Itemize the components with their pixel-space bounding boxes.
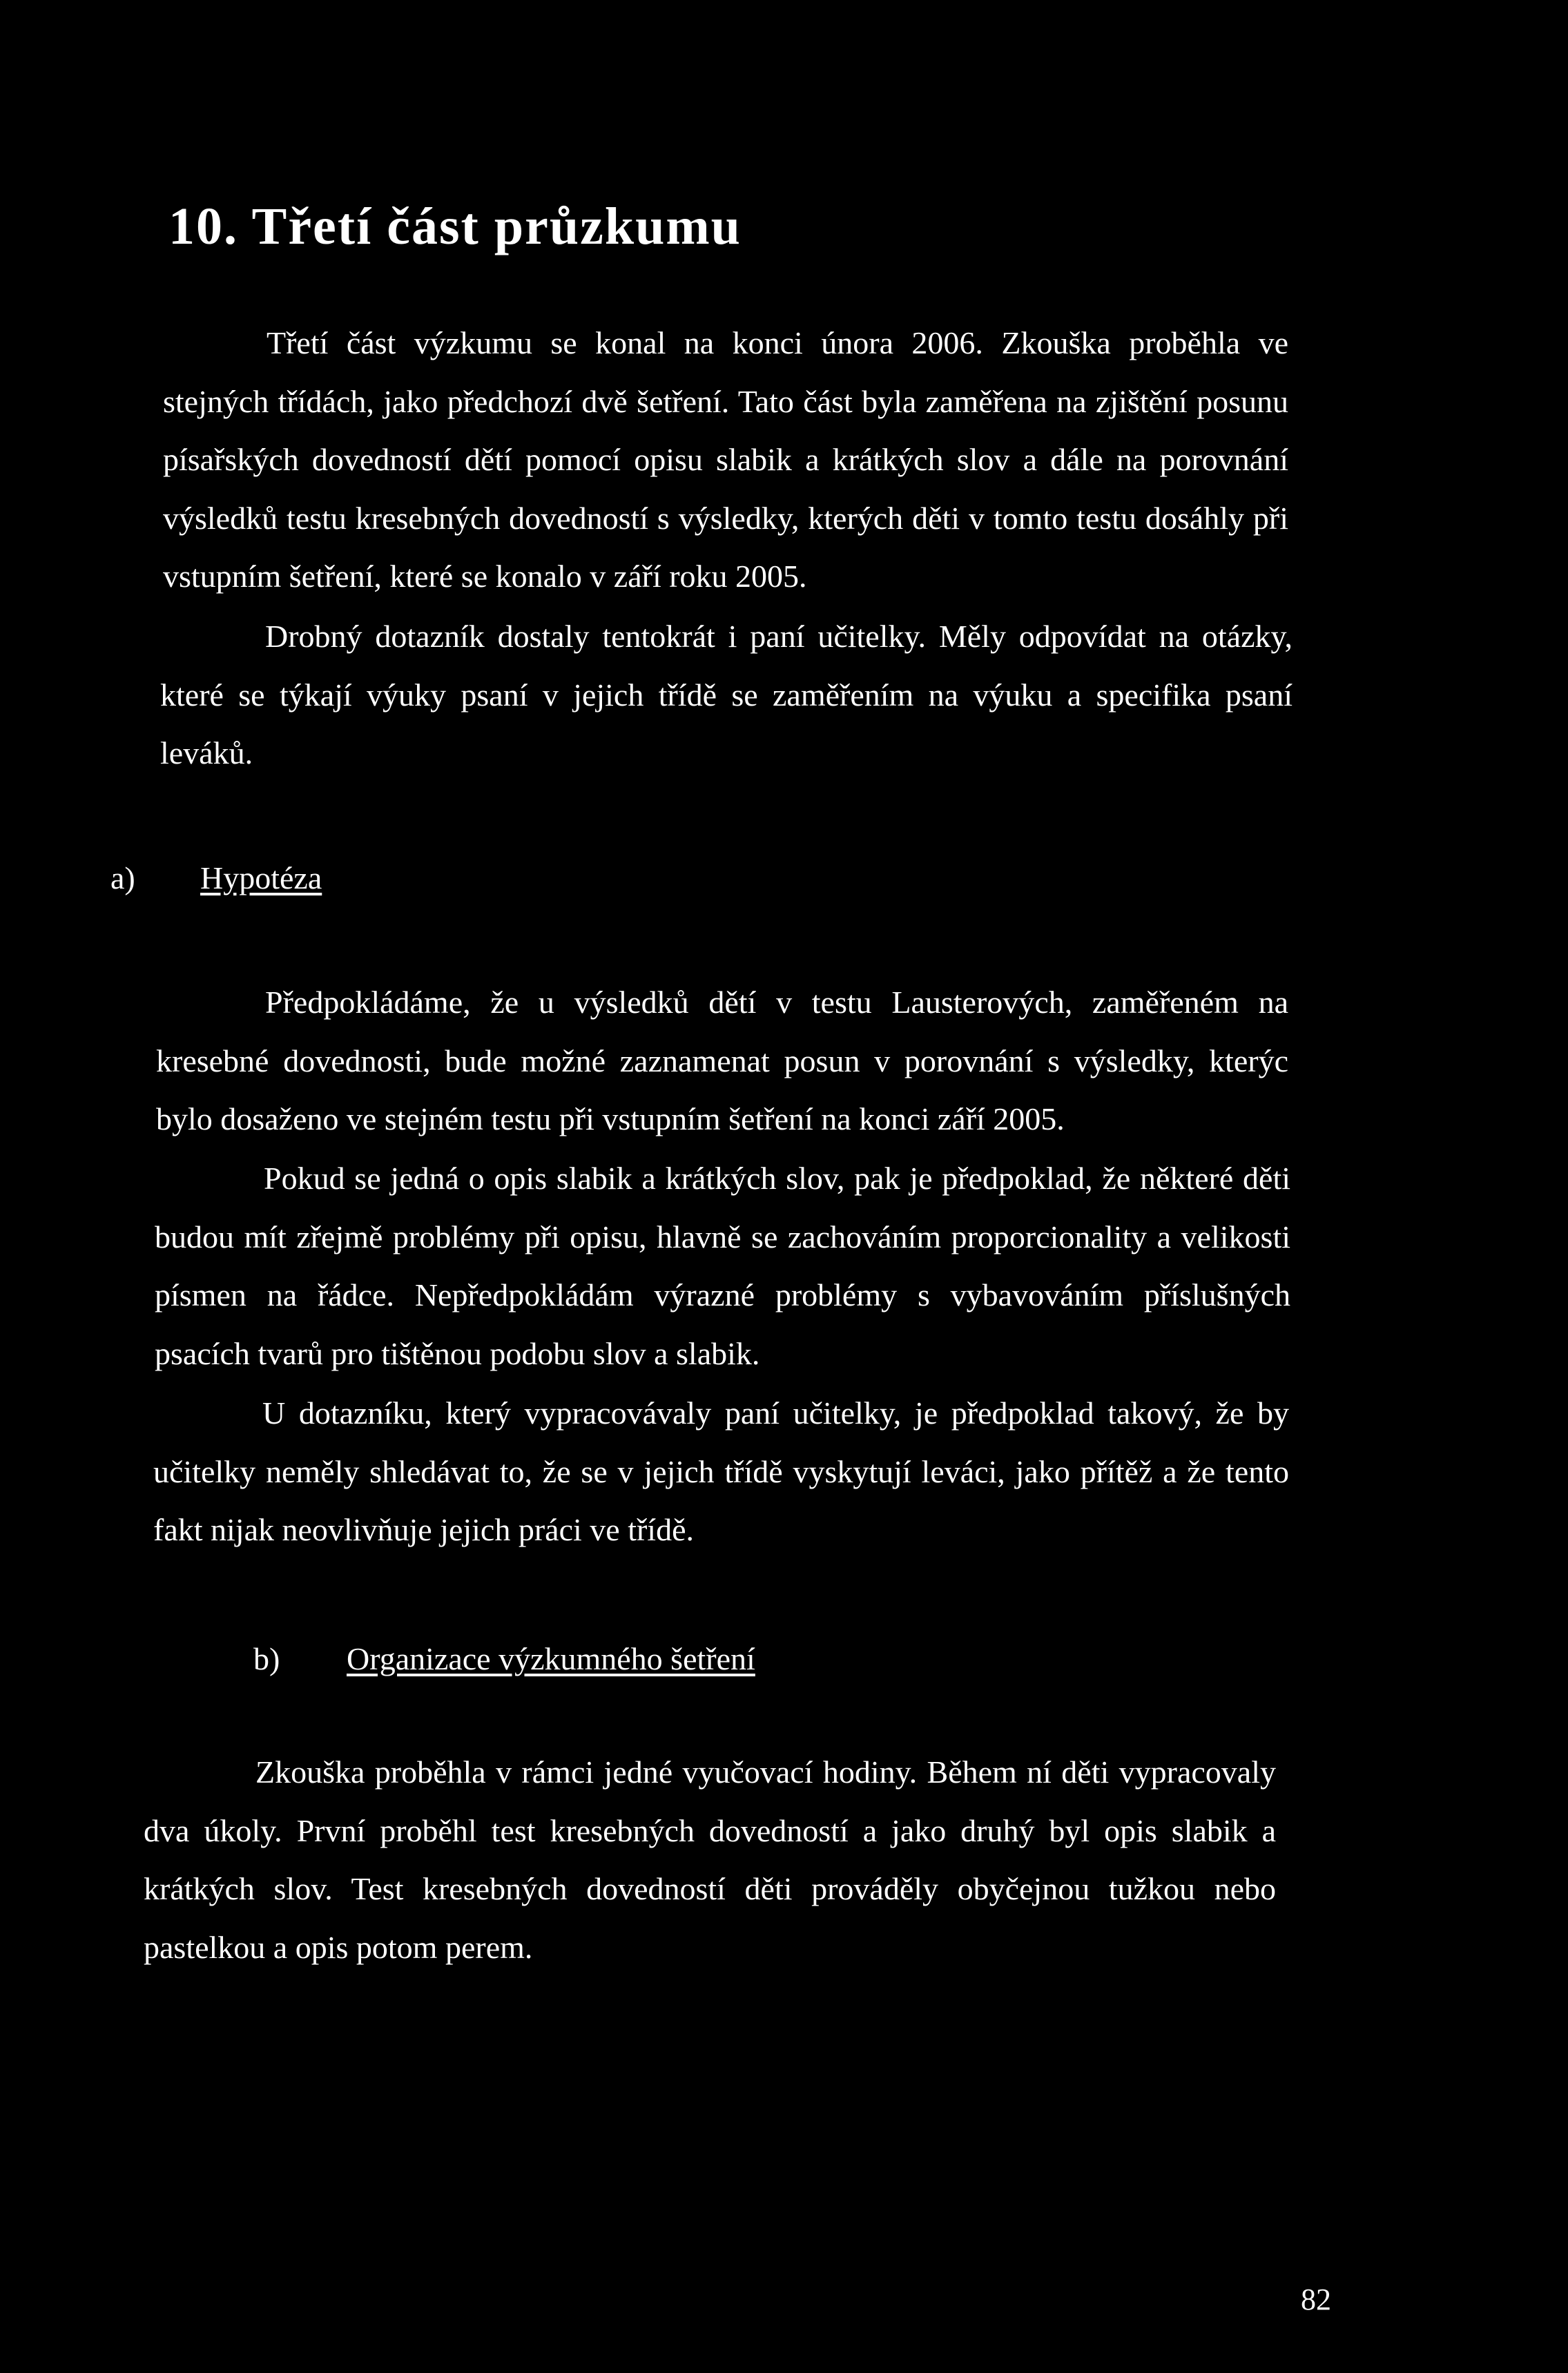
section-b-marker: b) [253, 1641, 280, 1676]
hypothesis-paragraph-2: Pokud se jedná o opis slabik a krátkých slov, pak je předpoklad, že některé děti budou mít zřejmě problémy při opisu, hlavně se zachováním proporcionality a velikosti písmen na řádce. Nepředpokládám výrazné problémy s vybavováním příslušných psacích tvarů pro tištěnou podobu slov a slabik. [155, 1161, 1290, 1371]
intro-paragraph-2: Drobný dotazník dostaly tentokrát i paní učitelky. Měly odpovídat na otázky, které se týkají výuky psaní v jejich třídě se zaměřením na výuku a specifika psaní leváků. [160, 619, 1293, 771]
section-b-heading [253, 1640, 755, 1677]
section-a-heading [110, 860, 322, 896]
hypothesis-paragraph-1: Předpokládáme, že u výsledků dětí v testu Lausterových, zaměřeném na kresebné dovednosti, bude možné zaznamenat posun v porovnání s výsledky, kterýc bylo dosaženo ve stejném testu při vstupním šetření na konci září 2005. [156, 985, 1288, 1136]
organization-paragraph-1: Zkouška proběhla v rámci jedné vyučovací hodiny. Během ní děti vypracovaly dva úkoly. První proběhl test kresebných dovedností a jako druhý byl opis slabik a krátkých slov. Test kresebných dovedností děti prováděly obyčejnou tužkou nebo pastelkou a opis potom perem. [144, 1754, 1276, 1965]
page-number: 82 [1301, 2283, 1331, 2316]
section-a-title: Hypotéza [200, 860, 322, 895]
intro-paragraph-1: Třetí část výzkumu se konal na konci února 2006. Zkouška proběhla ve stejných třídách, jako předchozí dvě šetření. Tato část byla zaměřena na zjištění posunu písařských dovedností dětí pomocí opisu slabik a krátkých slov a dále na porovnání výsledků testu kresebných dovedností s výsledky, kterých děti v tomto testu dosáhly při vstupním šetření, které se konalo v září roku 2005. [163, 325, 1288, 594]
chapter-heading: 10. Třetí část průzkumu [168, 197, 742, 255]
hypothesis-paragraph-3: U dotazníku, který vypracovávaly paní učitelky, je předpoklad takový, že by učitelky neměly shledávat to, že se v jejich třídě vyskytují leváci, jako přítěž a že tento fakt nijak neovlivňuje jejich práci ve třídě. [153, 1395, 1289, 1547]
section-b-title: Organizace výzkumného šetření [347, 1641, 755, 1676]
section-a-marker: a) [110, 860, 135, 895]
